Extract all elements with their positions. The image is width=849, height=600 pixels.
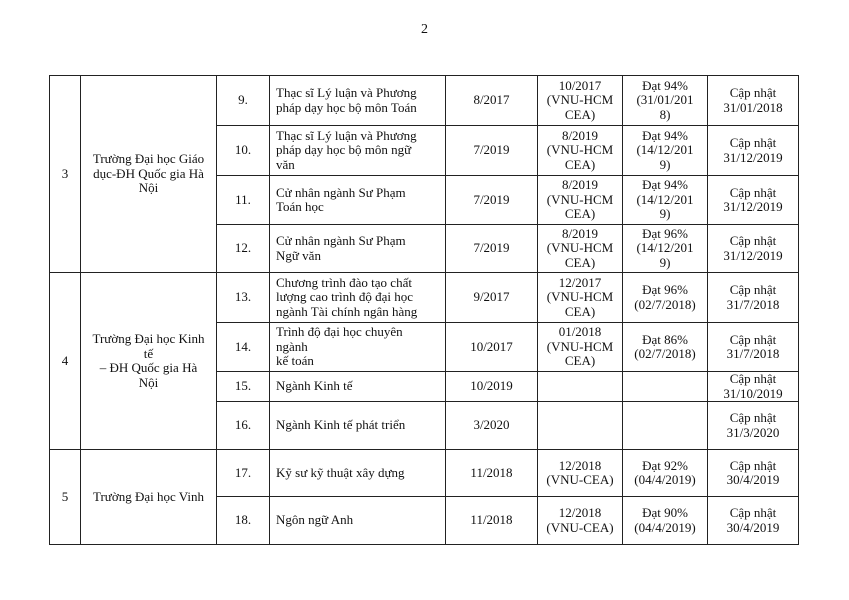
program-cell: Cử nhân ngành Sư Phạm Toán học xyxy=(270,176,446,225)
row-number: 10. xyxy=(217,126,270,176)
cert-cell: 10/2017 (VNU-HCM CEA) xyxy=(538,76,623,126)
program-cell: Ngành Kinh tế phát triển xyxy=(270,402,446,450)
cert-cell: 12/2018 (VNU-CEA) xyxy=(538,450,623,497)
result-cell: Đạt 94% (14/12/201 9) xyxy=(623,126,708,176)
eval-date-cell: 10/2019 xyxy=(446,372,538,402)
status-cell: Cập nhật 31/10/2019 xyxy=(708,372,799,402)
result-cell: Đạt 96% (14/12/201 9) xyxy=(623,225,708,273)
result-cell: Đạt 94% (14/12/201 9) xyxy=(623,176,708,225)
cert-cell: 12/2018 (VNU-CEA) xyxy=(538,497,623,545)
row-number: 14. xyxy=(217,323,270,372)
eval-date-cell: 7/2019 xyxy=(446,225,538,273)
row-number: 9. xyxy=(217,76,270,126)
cert-cell xyxy=(538,402,623,450)
result-cell: Đạt 92% (04/4/2019) xyxy=(623,450,708,497)
status-cell: Cập nhật 31/01/2018 xyxy=(708,76,799,126)
status-cell: Cập nhật 31/7/2018 xyxy=(708,323,799,372)
table-row xyxy=(50,76,799,126)
row-number: 12. xyxy=(217,225,270,273)
status-cell: Cập nhật 31/12/2019 xyxy=(708,126,799,176)
eval-date-cell: 10/2017 xyxy=(446,323,538,372)
eval-date-cell: 3/2020 xyxy=(446,402,538,450)
row-number: 15. xyxy=(217,372,270,402)
school-cell: Trường Đại học Giáo dục-ĐH Quốc gia Hà Nội xyxy=(81,76,217,273)
eval-date-cell: 11/2018 xyxy=(446,450,538,497)
row-number: 13. xyxy=(217,273,270,323)
program-cell: Chương trình đào tạo chất lượng cao trình độ đại học ngành Tài chính ngân hàng xyxy=(270,273,446,323)
row-number: 18. xyxy=(217,497,270,545)
status-cell: Cập nhật 30/4/2019 xyxy=(708,450,799,497)
stt-cell: 4 xyxy=(50,273,81,450)
eval-date-cell: 9/2017 xyxy=(446,273,538,323)
row-number: 11. xyxy=(217,176,270,225)
cert-cell: 8/2019 (VNU-HCM CEA) xyxy=(538,126,623,176)
result-cell xyxy=(623,372,708,402)
cert-cell: 01/2018 (VNU-HCM CEA) xyxy=(538,323,623,372)
result-cell: Đạt 94% (31/01/201 8) xyxy=(623,76,708,126)
table-row xyxy=(50,273,799,323)
status-cell: Cập nhật 31/7/2018 xyxy=(708,273,799,323)
school-cell: Trường Đại học Kinh tế – ĐH Quốc gia Hà Nội xyxy=(81,273,217,450)
cert-cell: 8/2019 (VNU-HCM CEA) xyxy=(538,176,623,225)
status-cell: Cập nhật 31/3/2020 xyxy=(708,402,799,450)
status-cell: Cập nhật 31/12/2019 xyxy=(708,225,799,273)
result-cell: Đạt 96% (02/7/2018) xyxy=(623,273,708,323)
eval-date-cell: 11/2018 xyxy=(446,497,538,545)
program-cell: Ngành Kinh tế xyxy=(270,372,446,402)
cert-cell: 12/2017 (VNU-HCM CEA) xyxy=(538,273,623,323)
result-cell: Đạt 86% (02/7/2018) xyxy=(623,323,708,372)
program-cell: Ngôn ngữ Anh xyxy=(270,497,446,545)
eval-date-cell: 8/2017 xyxy=(446,76,538,126)
program-cell: Kỹ sư kỹ thuật xây dựng xyxy=(270,450,446,497)
eval-date-cell: 7/2019 xyxy=(446,126,538,176)
cert-cell: 8/2019 (VNU-HCM CEA) xyxy=(538,225,623,273)
eval-date-cell: 7/2019 xyxy=(446,176,538,225)
cert-cell xyxy=(538,372,623,402)
row-number: 16. xyxy=(217,402,270,450)
program-cell: Cử nhân ngành Sư Phạm Ngữ văn xyxy=(270,225,446,273)
result-cell: Đạt 90% (04/4/2019) xyxy=(623,497,708,545)
stt-cell: 3 xyxy=(50,76,81,273)
accreditation-table xyxy=(49,75,799,545)
program-cell: Thạc sĩ Lý luận và Phương pháp dạy học bộ môn ngữ văn xyxy=(270,126,446,176)
stt-cell: 5 xyxy=(50,450,81,545)
school-cell: Trường Đại học Vinh xyxy=(81,450,217,545)
program-cell: Thạc sĩ Lý luận và Phương pháp dạy học bộ môn Toán xyxy=(270,76,446,126)
page-number: 2 xyxy=(421,22,428,37)
status-cell: Cập nhật 31/12/2019 xyxy=(708,176,799,225)
result-cell xyxy=(623,402,708,450)
program-cell: Trình độ đại học chuyên ngành kế toán xyxy=(270,323,446,372)
table-row xyxy=(50,450,799,497)
row-number: 17. xyxy=(217,450,270,497)
status-cell: Cập nhật 30/4/2019 xyxy=(708,497,799,545)
